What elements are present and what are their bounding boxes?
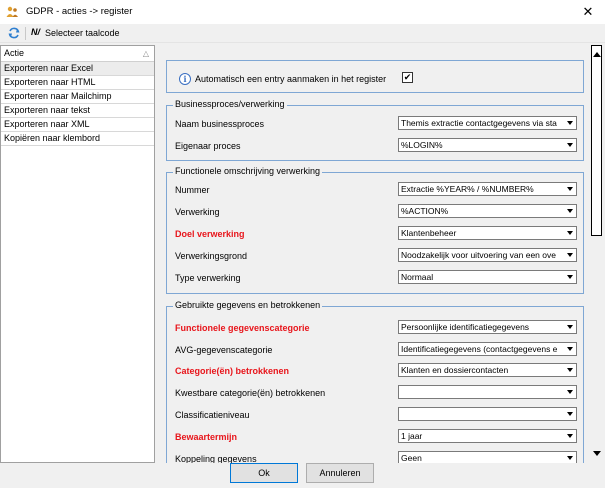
- chevron-down-icon: [567, 390, 573, 394]
- processing-type-value: Normaal: [401, 272, 434, 282]
- sort-icon: △: [142, 49, 149, 58]
- auto-entry-box: [166, 60, 584, 93]
- chevron-down-icon: [567, 253, 573, 257]
- retention-period-label: Bewaartermijn: [175, 432, 238, 442]
- toolbar-separator: [25, 27, 26, 40]
- action-column-title: Actie: [4, 48, 25, 58]
- data-linking-label: Koppeling gegevens: [175, 454, 257, 463]
- action-item-copy-clipboard[interactable]: Kopiëren naar klembord: [1, 132, 154, 146]
- functional-description-legend: Functionele omschrijving verwerking: [175, 166, 321, 176]
- data-linking-select[interactable]: [398, 451, 577, 463]
- auto-entry-checkbox[interactable]: ✔: [403, 72, 412, 82]
- scroll-down-icon[interactable]: [593, 451, 601, 456]
- info-icon: i: [179, 73, 191, 85]
- processing-purpose-value: Klantenbeheer: [401, 228, 457, 238]
- chevron-down-icon: [567, 209, 573, 213]
- register-form: [163, 45, 588, 463]
- process-owner-select[interactable]: [398, 138, 577, 152]
- title-bar: [0, 0, 605, 24]
- classification-level-label: Classificatieniveau: [175, 410, 250, 420]
- processing-select[interactable]: [398, 204, 577, 218]
- action-item-export-html[interactable]: Exporteren naar HTML: [1, 76, 154, 90]
- action-item-export-xml[interactable]: Exporteren naar XML: [1, 118, 154, 132]
- process-owner-label: Eigenaar proces: [175, 141, 241, 151]
- action-item-export-text[interactable]: Exporteren naar tekst: [1, 104, 154, 118]
- chevron-down-icon: [567, 325, 573, 329]
- vulnerable-subjects-select[interactable]: [398, 385, 577, 399]
- business-process-legend: Businessproces/verwerking: [175, 99, 285, 109]
- avg-data-category-value: Identificatiegegevens (contactgegevens e: [401, 344, 558, 354]
- processing-purpose-label: Doel verwerking: [175, 229, 245, 239]
- auto-entry-label: Automatisch een entry aanmaken in het register: [195, 74, 387, 84]
- functional-data-category-value: Persoonlijke identificatiegegevens: [401, 322, 530, 332]
- number-label: Nummer: [175, 185, 210, 195]
- business-process-name-label: Naam businessproces: [175, 119, 265, 129]
- action-item-export-excel[interactable]: Exporteren naar Excel: [1, 62, 154, 76]
- chevron-down-icon: [567, 231, 573, 235]
- language-code-icon[interactable]: N/: [31, 27, 40, 37]
- chevron-down-icon: [567, 456, 573, 460]
- business-process-name-select[interactable]: [398, 116, 577, 130]
- action-item-export-mailchimp[interactable]: Exporteren naar Mailchimp: [1, 90, 154, 104]
- number-value: Extractie %YEAR% / %NUMBER%: [401, 184, 534, 194]
- classification-level-select[interactable]: [398, 407, 577, 421]
- select-language-code-button[interactable]: Selecteer taalcode: [45, 28, 120, 38]
- functional-data-category-select[interactable]: [398, 320, 577, 334]
- legal-basis-value: Noodzakelijk voor uitvoering van een ove: [401, 250, 556, 260]
- avg-data-category-select[interactable]: [398, 342, 577, 356]
- business-process-name-value: Themis extractie contactgegevens via sta: [401, 118, 557, 128]
- vulnerable-subjects-label: Kwestbare categorie(ën) betrokkenen: [175, 388, 326, 398]
- processing-value: %ACTION%: [401, 206, 449, 216]
- retention-period-select[interactable]: [398, 429, 577, 443]
- used-data-legend: Gebruikte gegevens en betrokkenen: [175, 300, 321, 310]
- data-subjects-label: Categorie(ën) betrokkenen: [175, 366, 290, 376]
- chevron-down-icon: [567, 412, 573, 416]
- window-title: GDPR - acties -> register: [26, 6, 133, 17]
- cancel-button[interactable]: Annuleren: [306, 463, 374, 483]
- processing-type-label: Type verwerking: [175, 273, 241, 283]
- chevron-down-icon: [567, 434, 573, 438]
- scroll-up-icon[interactable]: [593, 52, 601, 57]
- action-list-header[interactable]: [1, 46, 154, 62]
- process-owner-value: %LOGIN%: [401, 140, 443, 150]
- chevron-down-icon: [567, 347, 573, 351]
- ok-button[interactable]: Ok: [230, 463, 298, 483]
- people-pen-icon: [6, 6, 19, 18]
- toolbar: [0, 24, 605, 43]
- number-select[interactable]: [398, 182, 577, 196]
- legal-basis-label: Verwerkingsgrond: [175, 251, 248, 261]
- chevron-down-icon: [567, 143, 573, 147]
- processing-purpose-select[interactable]: [398, 226, 577, 240]
- scrollbar-thumb[interactable]: [591, 45, 602, 236]
- processing-label: Verwerking: [175, 207, 220, 217]
- chevron-down-icon: [567, 275, 573, 279]
- close-button[interactable]: [571, 0, 605, 24]
- business-process-box: [166, 99, 584, 161]
- functional-data-category-label: Functionele gegevenscategorie: [175, 323, 310, 333]
- chevron-down-icon: [567, 187, 573, 191]
- legal-basis-select[interactable]: [398, 248, 577, 262]
- data-linking-value: Geen: [401, 453, 422, 463]
- refresh-icon[interactable]: [7, 26, 21, 40]
- chevron-down-icon: [567, 368, 573, 372]
- processing-type-select[interactable]: [398, 270, 577, 284]
- used-data-box: [166, 300, 584, 463]
- close-icon: ✕: [582, 4, 594, 19]
- vertical-scrollbar[interactable]: [589, 45, 605, 463]
- functional-description-box: [166, 166, 584, 294]
- data-subjects-select[interactable]: [398, 363, 577, 377]
- data-subjects-value: Klanten en dossiercontacten: [401, 365, 509, 375]
- dialog-buttons: [0, 463, 605, 488]
- avg-data-category-label: AVG-gegevenscategorie: [175, 345, 273, 355]
- chevron-down-icon: [567, 121, 573, 125]
- retention-period-value: 1 jaar: [401, 431, 423, 441]
- action-list: [0, 45, 155, 463]
